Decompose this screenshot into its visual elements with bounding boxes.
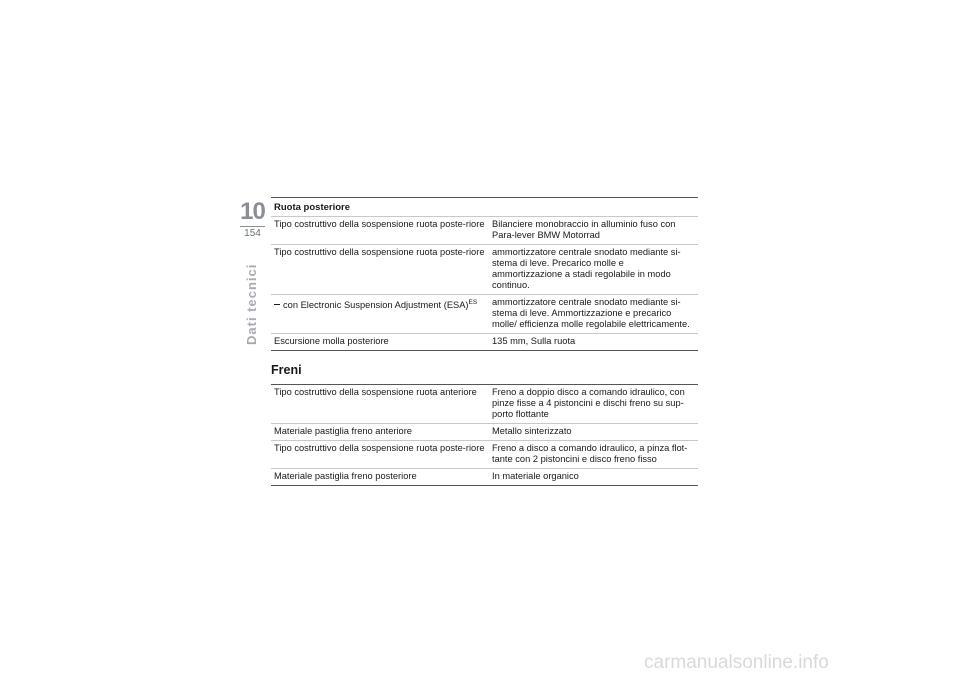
watermark: carmanualsonline.info — [644, 652, 829, 673]
table-row — [271, 217, 698, 245]
spec-label: Tipo costruttivo della sospensione ruota anteriore — [271, 385, 488, 424]
spec-value: ammortizzatore centrale snodato mediante si-stema di leve. Ammortizzazione e precarico molle/ efficienza molle regolabile elettricamente. — [488, 295, 698, 334]
chapter-side-title: Dati tecnici — [244, 263, 259, 345]
table-heading-row — [271, 198, 698, 217]
spec-label: Escursione molla posteriore — [271, 334, 488, 351]
spec-label: Tipo costruttivo della sospensione ruota poste-riore — [271, 245, 488, 295]
spec-value: 135 mm, Sulla ruota — [488, 334, 698, 351]
brakes-heading: Freni — [271, 363, 302, 377]
spec-value: Freno a disco a comando idraulico, a pinza flot-tante con 2 pistoncini e disco freno fisso — [488, 441, 698, 469]
spec-value: ammortizzatore centrale snodato mediante si-stema di leve. Precarico molle e ammortizzazione a stadi regolabile in modo continuo. — [488, 245, 698, 295]
spec-label: Materiale pastiglia freno posteriore — [271, 469, 488, 486]
rear-wheel-table — [271, 197, 698, 351]
table-row — [271, 469, 698, 486]
table-row — [271, 334, 698, 351]
table-row — [271, 424, 698, 441]
rear-wheel-heading: Ruota posteriore — [271, 198, 698, 217]
table-row — [271, 441, 698, 469]
table-row — [271, 245, 698, 295]
spec-content — [271, 197, 698, 486]
spec-label: Tipo costruttivo della sospensione ruota poste-riore — [271, 441, 488, 469]
spec-value: Bilanciere monobraccio in alluminio fuso con Para-lever BMW Motorrad — [488, 217, 698, 245]
spec-label: Tipo costruttivo della sospensione ruota poste-riore — [271, 217, 488, 245]
brakes-table — [271, 384, 698, 486]
option-superscript: ES — [468, 299, 478, 306]
table-row — [271, 385, 698, 424]
spec-label-text: con Electronic Suspension Adjustment (ESA) — [283, 300, 469, 310]
dash-icon — [274, 304, 280, 305]
spec-value: Metallo sinterizzato — [488, 424, 698, 441]
spec-label — [271, 295, 488, 334]
page-number: 154 — [240, 226, 265, 240]
spec-value: Freno a doppio disco a comando idraulico, con pinze fisse a 4 pistoncini e dischi freno su sup-porto flottante — [488, 385, 698, 424]
spec-label: Materiale pastiglia freno anteriore — [271, 424, 488, 441]
spec-value: In materiale organico — [488, 469, 698, 486]
chapter-number: 10 — [240, 198, 265, 225]
table-row — [271, 295, 698, 334]
